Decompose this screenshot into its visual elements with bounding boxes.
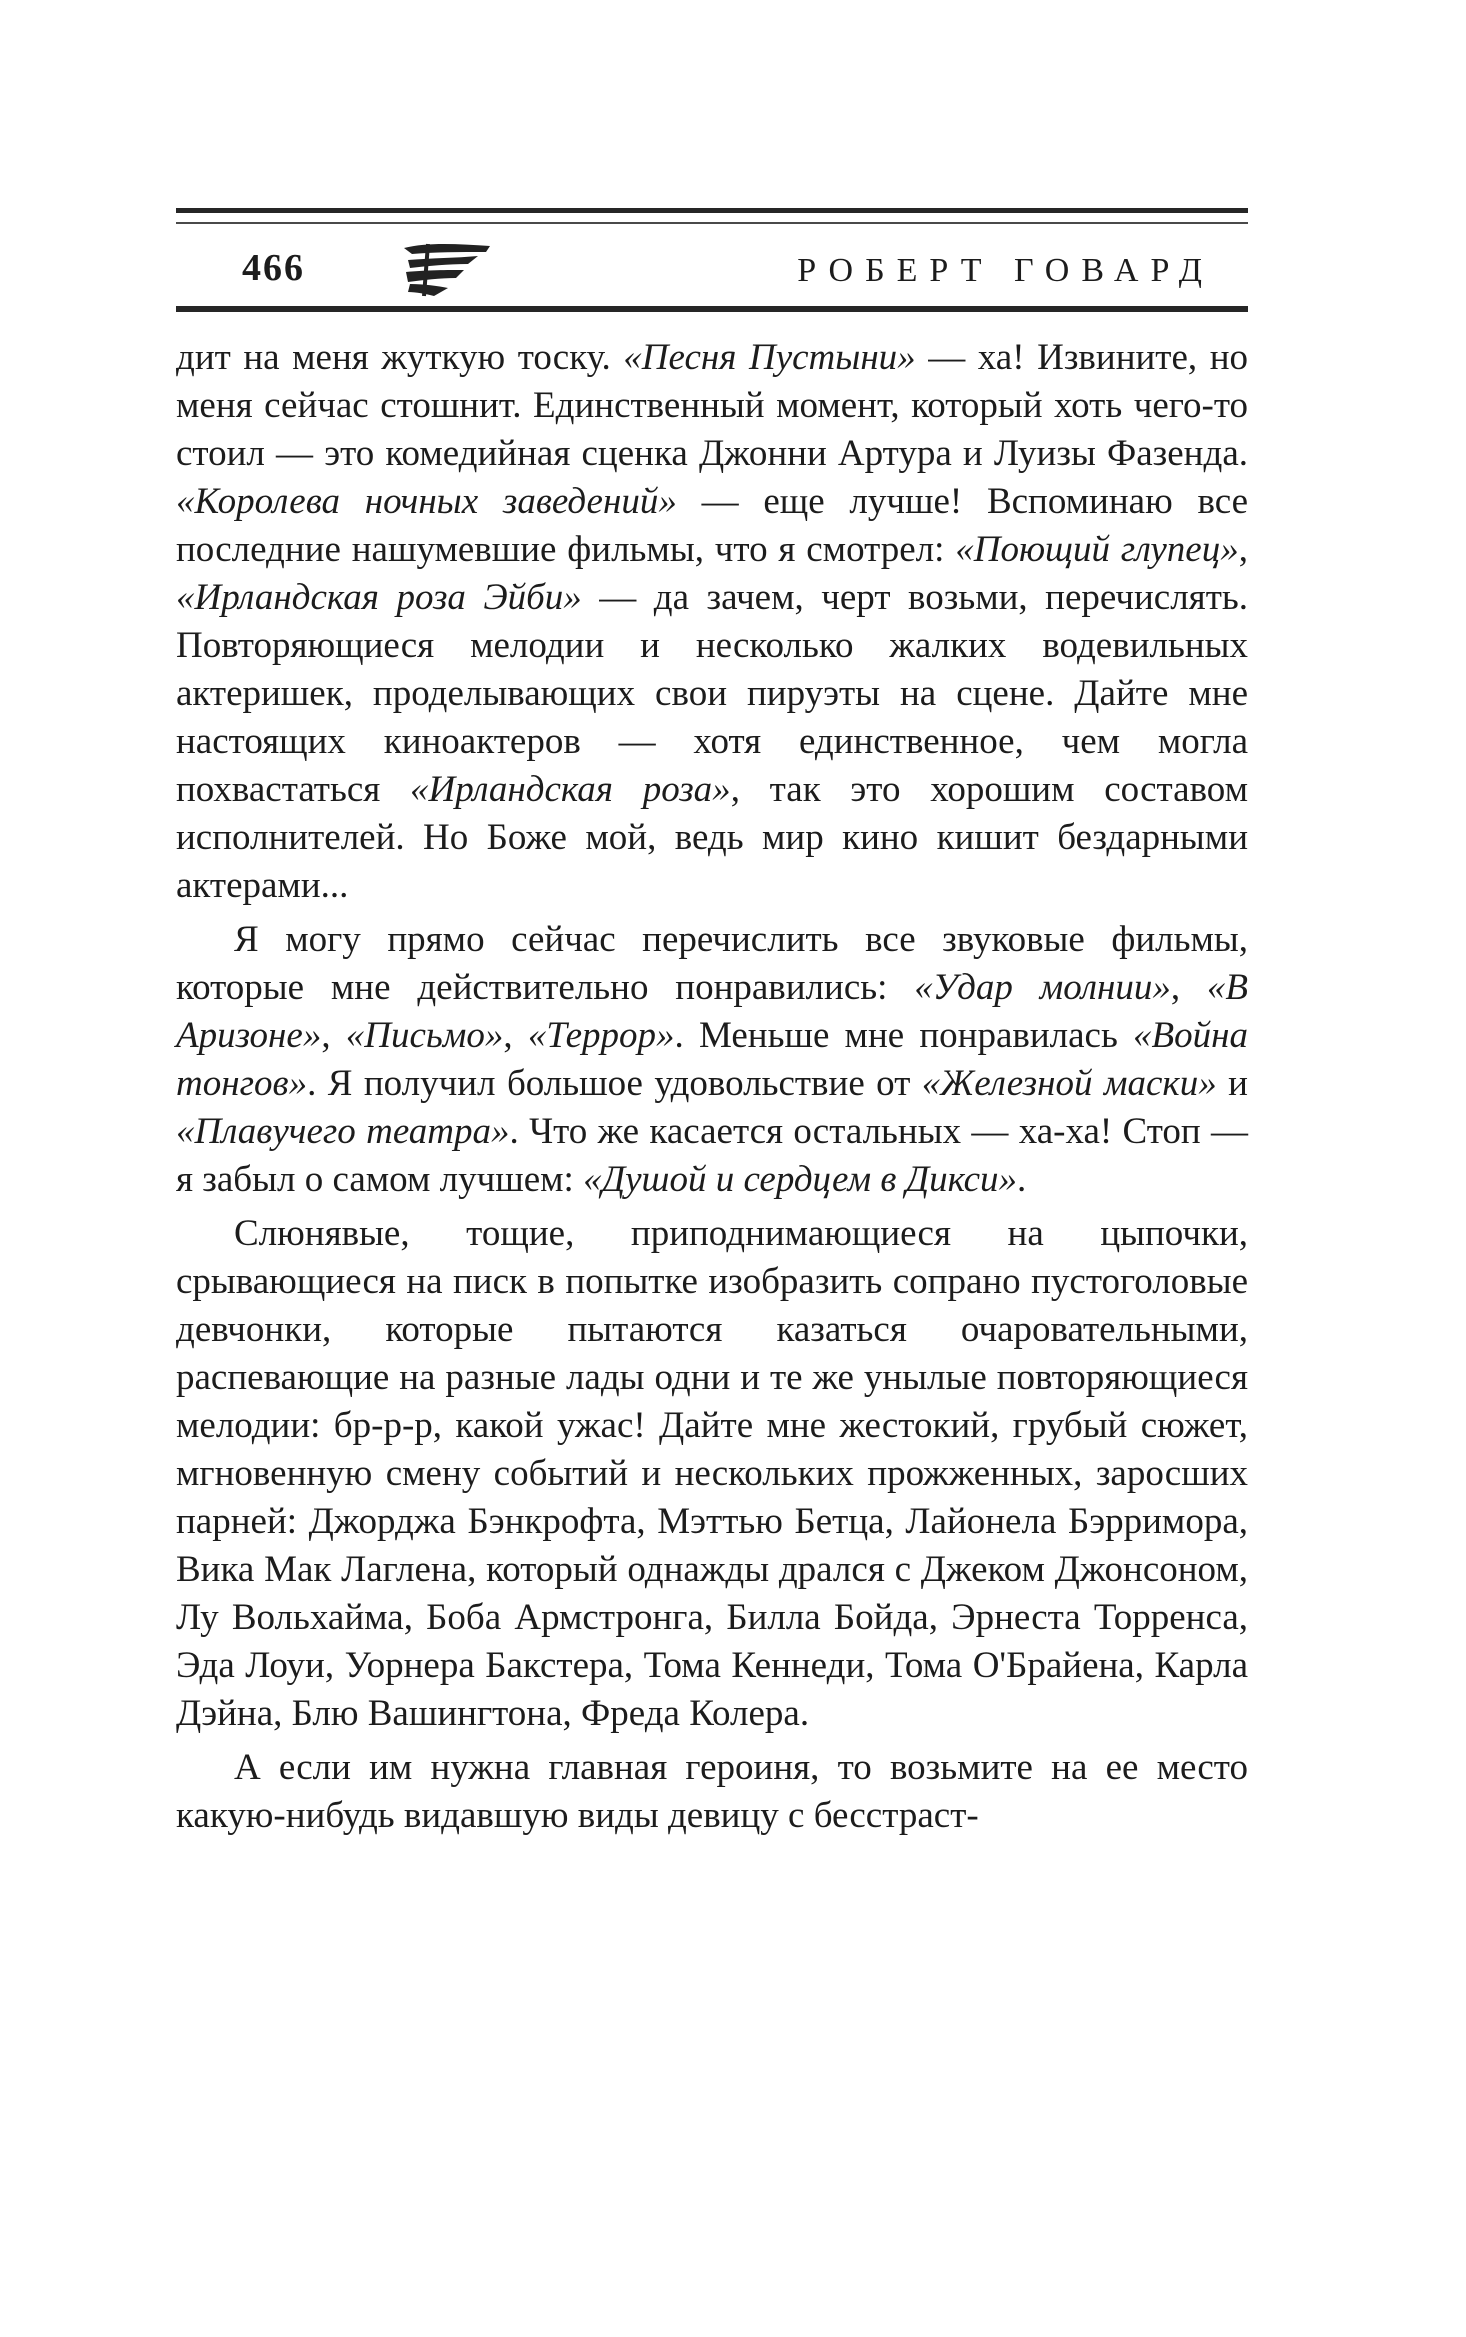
paragraph (176, 1210, 1248, 1738)
text-run: . Я получил большое удовольствие от (307, 1063, 922, 1104)
text-run: . Что же касается остальных — ха-ха! Стоп — я забыл о самом лучшем: (176, 1111, 1249, 1200)
film-title: «Песня Пустыни» (623, 337, 916, 378)
paragraph (176, 1744, 1248, 1840)
decorative-flourish-icon (398, 240, 494, 300)
header-rule-thick (176, 208, 1248, 213)
text-run: , (1238, 529, 1248, 570)
header-rule-thin (176, 222, 1248, 224)
running-head: РОБЕРТ ГОВАРД (797, 252, 1214, 289)
film-title: «Железной маски» (921, 1063, 1217, 1104)
film-title: «Плавучего театра» (176, 1111, 510, 1152)
film-title: «Королева ночных заведений» (176, 481, 677, 522)
film-title: «Поющий глупец» (955, 529, 1239, 570)
text-run: Слюнявые, тощие, приподнимающиеся на цыпочки, срывающиеся на писк в попытке изобразить сопрано пустоголовые девчонки, которые пытаются казаться очаровательными, распевающие на разные лады одни и те же унылые повторяющиеся мелодии: бр-р-р, какой ужас! Дайте мне жестокий, грубый сюжет, мгновенную смену событий и нескольких прожженных, заросших парней: Джорджа Бэнкрофта, Мэттью Бетца, Лайонела Бэрримора, Вика Мак Лаглена, который однажды дрался с Джеком Джонсоном, Лу Вольхайма, Боба Армстронга, Билла Бойда, Эрнеста Торренса, Эда Лоуи, Уорнера Бакстера, Тома Кеннеди, Тома О'Брайена, Карла Дэйна, Блю Вашингтона, Фреда Колера. (176, 1213, 1248, 1734)
text-run: дит на меня жуткую тоску. (176, 337, 624, 378)
paragraph (176, 916, 1248, 1204)
text-run: . Меньше мне понравилась (674, 1015, 1134, 1056)
paragraph (176, 334, 1248, 910)
text-run: А если им нужна главная героиня, то возьмите на ее место какую-нибудь видавшую виды девицу с бесстраст- (176, 1747, 1248, 1836)
text-run: , так это хорошим составом исполнителей. Но Боже мой, ведь мир кино кишит бездарными актерами... (176, 769, 1248, 906)
film-title: «Ирландская роза» (410, 769, 731, 810)
page-body-text (176, 334, 1248, 1846)
text-run: — еще лучше! Вспоминаю все последние нашумевшие фильмы, что я смотрел: (176, 481, 1249, 570)
film-title: «Ирландская роза Эйби» (176, 577, 582, 618)
header-rule-bottom (176, 306, 1248, 312)
film-title: «В Аризоне» (176, 967, 1248, 1056)
film-title: «Террор» (527, 1015, 675, 1056)
film-title: «Душой и сердцем в Дикси» (583, 1159, 1017, 1200)
page-number: 466 (242, 247, 305, 289)
film-title: «Удар молнии» (914, 967, 1171, 1008)
film-title: «Письмо» (345, 1015, 504, 1056)
text-run: — ха! Извините, но меня сейчас стошнит. Единственный момент, который хоть чего-то стоил — это комедийная сценка Джонни Артура и Луизы Фазенда. (176, 337, 1249, 474)
text-run: , (321, 1015, 346, 1056)
text-run: . (1017, 1159, 1027, 1200)
text-run: , (1170, 967, 1207, 1008)
text-run: и (1216, 1063, 1248, 1104)
text-run: , (503, 1015, 528, 1056)
page-header (176, 208, 1248, 314)
film-title: «Война тонгов» (176, 1015, 1249, 1104)
text-run: Я могу прямо сейчас перечислить все звуковые фильмы, которые мне действительно понравились: (176, 919, 1248, 1008)
text-run: — да зачем, черт возьми, перечислять. Повторяющиеся мелодии и несколько жалких водевильных актеришек, проделывающих свои пируэты на сцене. Дайте мне настоящих киноактеров — хотя единственное, чем могла похвастаться (176, 577, 1248, 810)
